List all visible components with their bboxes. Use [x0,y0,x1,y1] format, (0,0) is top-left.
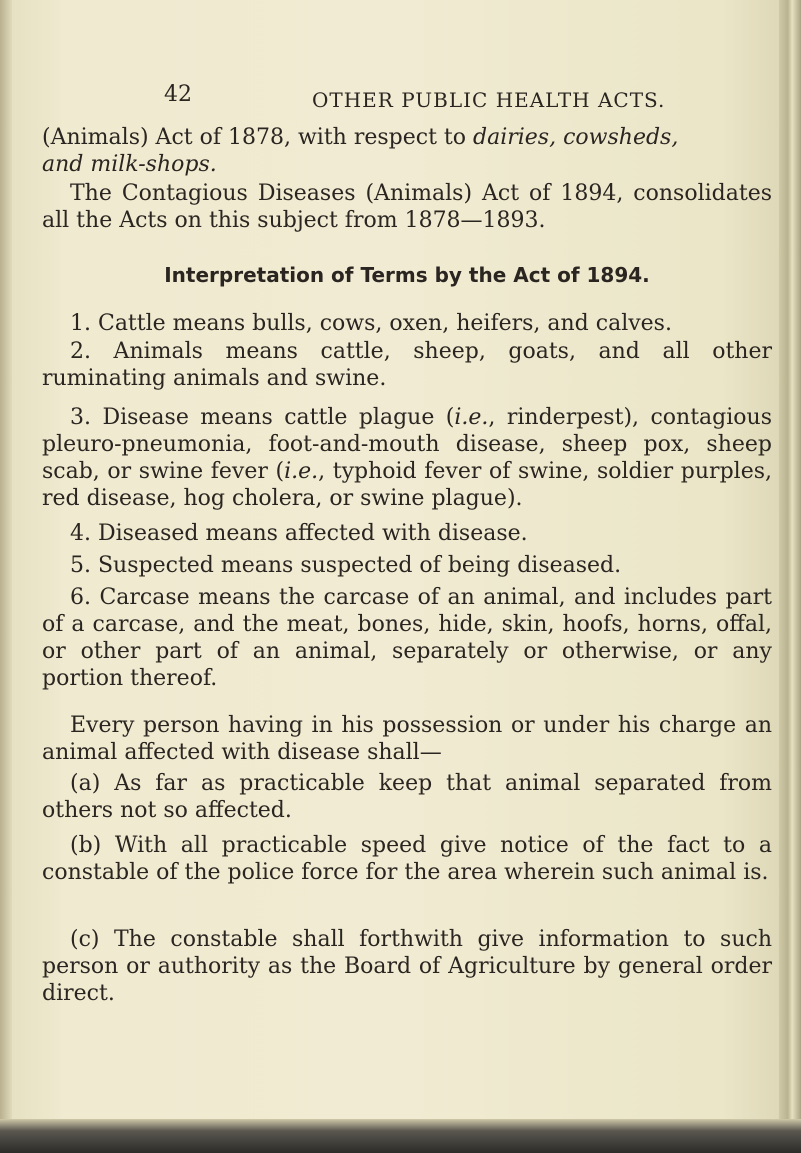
contagious-act-paragraph: The Contagious Diseases (Animals) Act of 1894, consolidates all the Acts on this subject from 1878—1893. [42,181,772,233]
page-header [42,82,774,114]
duty-c: (c) The constable shall forthwith give information to such person or authority as the Board of Agriculture by general order direct. [42,927,772,1006]
definition-3-ie-2: i.e. [284,459,319,484]
page-left-edge [0,0,12,1153]
definition-3-part-b: , rinderpest), contagious pleuro-pneumonia, foot-and-mouth disease, sheep pox, sheep scab, or swine fever ( [42,405,772,484]
definition-3-ie-1: i.e. [454,405,489,430]
intro-paragraph [42,124,772,178]
interpretation-heading: Interpretation of Terms by the Act of 1894. [164,263,650,287]
definition-1: 1. Cattle means bulls, cows, oxen, heifers, and calves. [70,311,672,336]
definition-6: 6. Carcase means the carcase of an animal, and includes part of a carcase, and the meat, bones, hide, skin, hoofs, horns, offal, or other part of an animal, separately or otherwise, or any portion thereof. [42,585,772,691]
duty-a: (a) As far as practicable keep that animal separated from others not so affected. [42,771,772,823]
page-number: 42 [164,82,192,107]
definition-5: 5. Suspected means suspected of being diseased. [70,553,622,578]
definition-4: 4. Diseased means affected with disease. [70,521,528,546]
running-head: OTHER PUBLIC HEALTH ACTS. [312,88,666,112]
scan-bottom-edge [0,1119,801,1153]
intro-italic-1: dairies, cowsheds, [473,125,679,150]
definition-3-part-c: , typhoid fever of swine, soldier purples, red disease, hog cholera, or swine plague). [42,459,772,511]
intro-italic-2: and milk-shops. [42,152,217,177]
duty-b: (b) With all practicable speed give notice of the fact to a constable of the police force for the area wherein such animal is. [42,833,772,885]
duties-intro: Every person having in his possession or under his charge an animal affected with disease shall— [42,713,772,765]
definition-2: 2. Animals means cattle, sheep, goats, and all other ruminating animals and swine. [42,339,772,391]
definition-3 [42,404,772,512]
page-right-edge [779,0,801,1153]
intro-text: (Animals) Act of 1878, with respect to [42,125,473,150]
definition-3-part-a: 3. Disease means cattle plague ( [70,405,455,430]
